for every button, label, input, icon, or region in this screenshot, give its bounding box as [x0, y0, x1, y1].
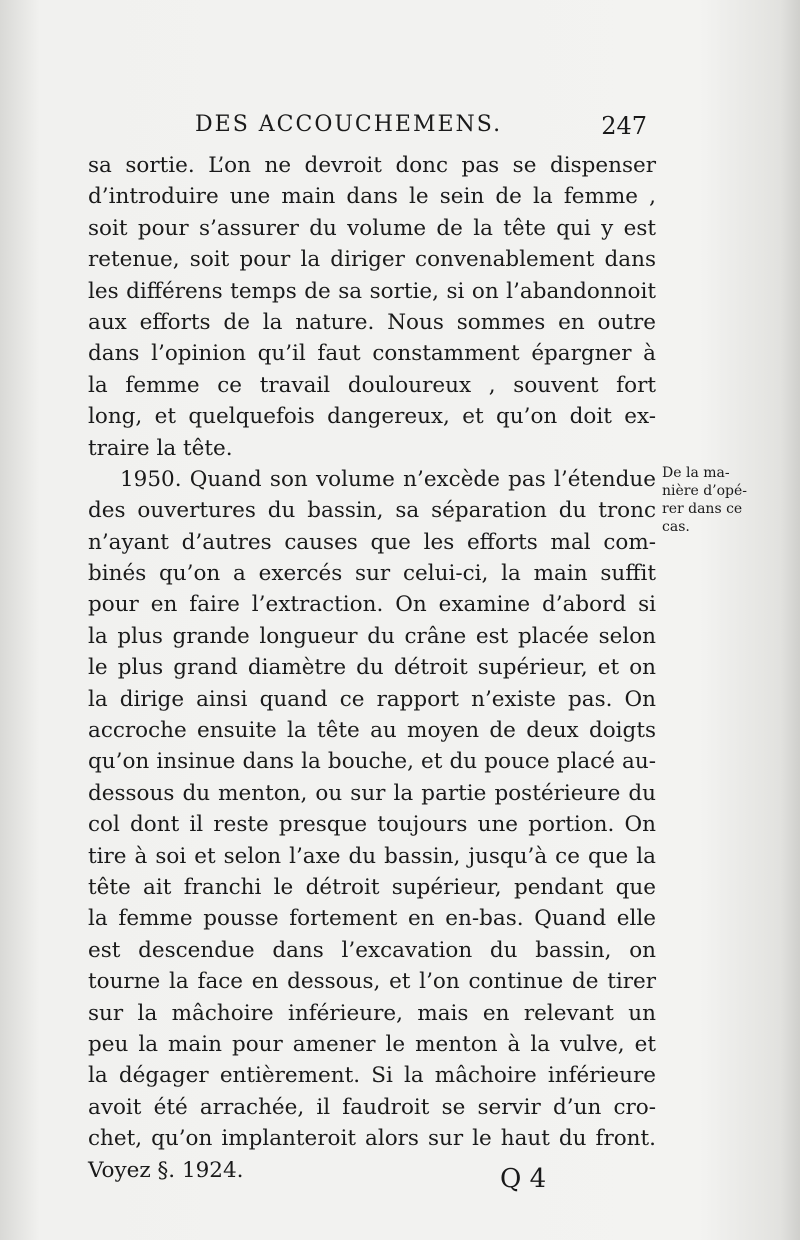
text-line: chet, qu’on implanteroit alors sur le haut du front.	[88, 1126, 656, 1152]
text-line: aux efforts de la nature. Nous sommes en outre	[88, 309, 656, 335]
page-header	[195, 112, 655, 146]
text-line: des ouvertures du bassin, sa séparation du tronc	[88, 498, 656, 524]
text-line: traire la tête.	[88, 435, 233, 461]
margin-note	[662, 464, 772, 536]
paragraph-start-line: 1950. Quand son volume n’excède pas l’étendue	[120, 466, 656, 492]
text-line: soit pour s’assurer du volume de la tête qui y est	[88, 215, 656, 241]
body-text	[88, 150, 656, 1186]
text-line: la dégager entièrement. Si la mâchoire inférieure	[88, 1063, 656, 1089]
text-line: la femme pousse fortement en en-bas. Quand elle	[88, 906, 656, 932]
text-line: accroche ensuite la tête au moyen de deux doigts	[88, 718, 656, 744]
margin-note-line: De la ma-	[662, 465, 730, 481]
text-line: peu la main pour amener le menton à la vulve, et	[88, 1031, 656, 1057]
page-number: 247	[601, 112, 647, 140]
text-line: retenue, soit pour la diriger convenablement dans	[88, 247, 656, 273]
text-line: dessous du menton, ou sur la partie postérieure du	[88, 780, 656, 806]
text-line: n’ayant d’autres causes que les efforts mal com-	[88, 529, 656, 555]
text-line: sur la mâchoire inférieure, mais en relevant un	[88, 1000, 656, 1026]
text-line: col dont il reste presque toujours une portion. On	[88, 812, 656, 838]
margin-note-line: cas.	[662, 519, 690, 535]
text-line: avoit été arrachée, il faudroit se servir d’un cro-	[88, 1094, 656, 1120]
text-line: pour en faire l’extraction. On examine d’abord si	[88, 592, 656, 618]
text-line: tourne la face en dessous, et l’on continue de tirer	[88, 969, 656, 995]
text-line: qu’on insinue dans la bouche, et du pouce placé au-	[88, 749, 656, 775]
text-line: tête ait franchi le détroit supérieur, pendant que	[88, 874, 656, 900]
text-line: la plus grande longueur du crâne est placée selon	[88, 623, 656, 649]
text-line: sa sortie. L’on ne devroit donc pas se dispenser	[88, 153, 656, 178]
text-line: long, et quelquefois dangereux, et qu’on doit ex-	[88, 404, 656, 430]
margin-note-line: rer dans ce	[662, 501, 743, 517]
text-line: le plus grand diamètre du détroit supérieur, et on	[88, 655, 656, 681]
text-line: est descendue dans l’excavation du bassin, on	[88, 937, 656, 963]
text-line: la femme ce travail douloureux , souvent fort	[88, 372, 656, 398]
text-line: Voyez §. 1924.	[88, 1157, 244, 1183]
text-line: tire à soi et selon l’axe du bassin, jusqu’à ce que la	[88, 843, 656, 869]
margin-note-line: nière d’opé-	[662, 483, 748, 499]
running-title: DES ACCOUCHEMENS.	[195, 112, 503, 137]
text-line: les différens temps de sa sortie, si on l’abandonnoit	[88, 278, 656, 304]
text-line: d’introduire une main dans le sein de la femme ,	[88, 184, 656, 210]
text-line: la dirige ainsi quand ce rapport n’existe pas. On	[88, 686, 656, 712]
text-line: binés qu’on a exercés sur celui-ci, la main suffit	[88, 561, 656, 587]
signature-mark: Q 4	[500, 1164, 547, 1194]
text-line: dans l’opinion qu’il faut constamment épargner à	[88, 341, 656, 367]
